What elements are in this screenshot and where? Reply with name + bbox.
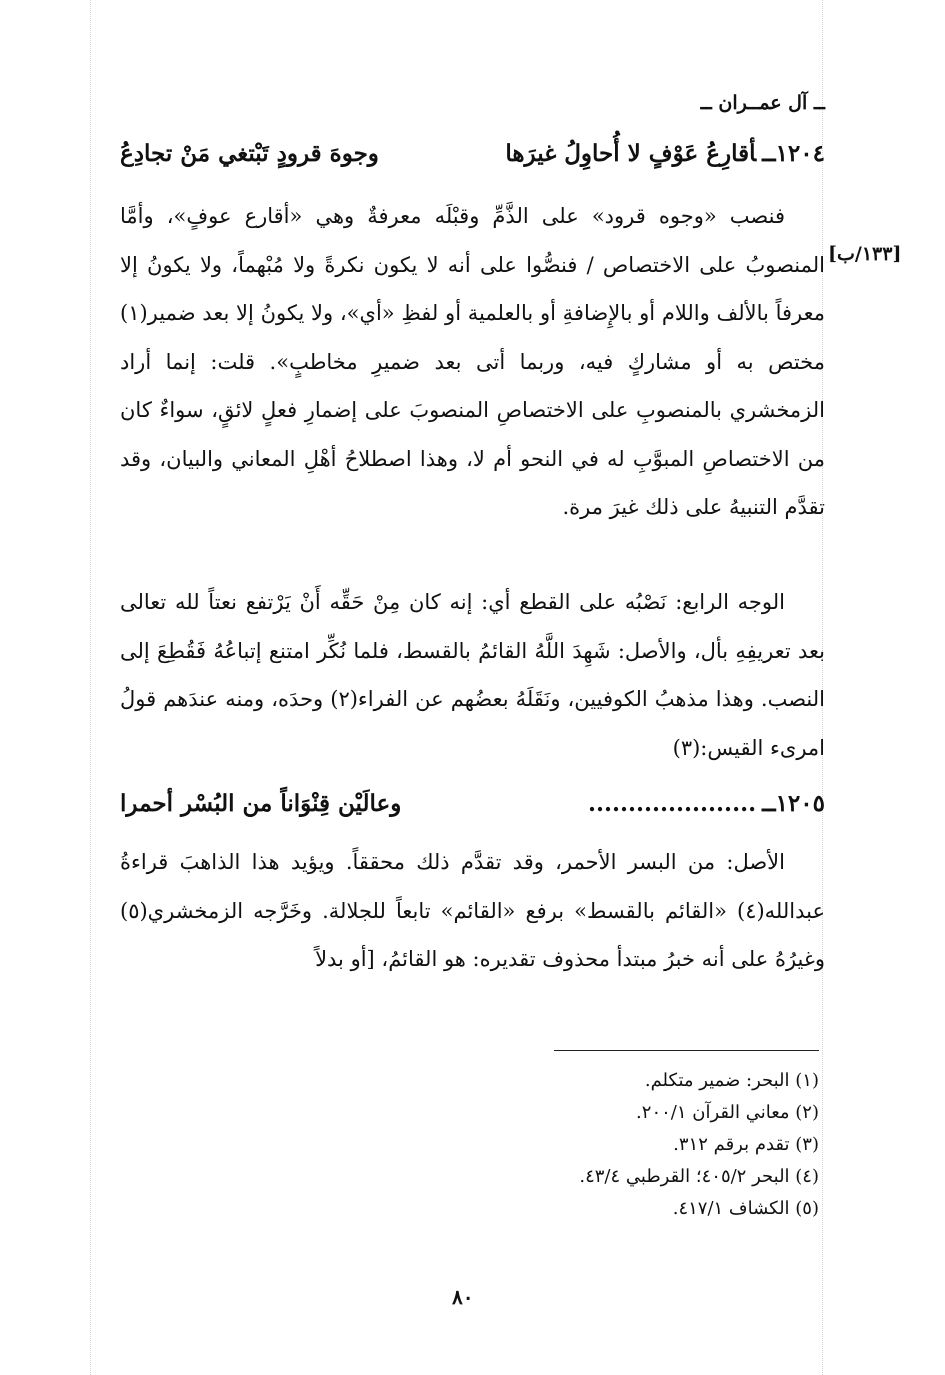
footnote-separator (554, 1050, 819, 1051)
footnote-4: (٤) البحر ٤٠٥/٢؛ القرطبي ٤٣/٤. (579, 1166, 819, 1187)
page-number: ٨٠ (452, 1285, 474, 1309)
paragraph-3-text: الأصل: من البسر الأحمر، وقد تقدَّم ذلك محققاً. ويؤيد هذا الذاهبَ قراءةُ عبدالله(٤) «القائم بالقسط» برفع «القائم» تابعاً للجلالة. وخَرَّجه الزمخشري(٥) وغيرُهُ على أنه خبرُ مبتدأ محذوف تقديره: هو القائمُ، [أو بدلاً (120, 850, 825, 971)
verse-1204-first-hemistich (505, 140, 825, 167)
verse-1204-first-hemistich-text: أقارِعُ عَوْفٍ لا أُحاوِلُ غيرَها (505, 140, 757, 167)
footnote-2: (٢) معاني القرآن ٢٠٠/١. (636, 1102, 819, 1123)
running-header: ــ آل عمــران ــ (700, 92, 825, 114)
footnote-1: (١) البحر: ضمير متكلم. (644, 1070, 819, 1091)
scan-guide-line (90, 0, 91, 1375)
paragraph-2 (120, 578, 825, 772)
paragraph-3 (120, 838, 825, 984)
manuscript-folio-reference: [١٣٣/ب] (828, 243, 902, 265)
verse-1204 (120, 140, 825, 167)
verse-1204-number: ١٢٠٤ــ (762, 140, 825, 167)
paragraph-1 (120, 192, 825, 532)
paragraph-1-text: فنصب «وجوه قرود» على الذَّمِّ وقبْلَه معرفةٌ وهي «أقارع عوفٍ»، وأمَّا المنصوبُ على الاختصاص / فنصُّوا على أنه لا يكون نكرةً ولا مُبْهماً، ولا يكونُ إلا معرفاً بالألف واللام أو بالإِضافةِ أو بالعلمية أو لفظِ «أي»، ولا يكونُ إلا بعد ضمير(١) مختص به أو مشاركٍ فيه، وربما أتى بعد ضميرِ مخاطبٍ». قلت: إنما أراد الزمخشري بالمنصوبِ على الاختصاصِ المنصوبَ على إضمارِ فعلٍ لائقٍ، سواءٌ كان من الاختصاصِ المبوَّبِ له في النحو أم لا، وهذا اصطلاحُ أهْلِ المعاني والبيان، وقد تقدَّم التنبيهُ على ذلك غيرَ مرة. (120, 204, 825, 519)
verse-1205-second-hemistich: وعالَيْن قِنْوَاناً من البُسْر أحمرا (120, 790, 402, 817)
verse-1205 (120, 790, 825, 817)
verse-1204-second-hemistich: وجوهَ قرودٍ تَبْتغي مَنْ تجادِعُ (120, 140, 379, 167)
paragraph-2-text: الوجه الرابع: نَصْبُه على القطع أي: إنه كان مِنْ حَقِّه أَنْ يَرْتفع نعتاً لله تعالى بعد تعريفِهِ بأل، والأصل: شَهِدَ اللَّهُ القائمُ بالقسط، فلما نُكِّر امتنع إتباعُهُ فَقُطِعَ إلى النصب. وهذا مذهبُ الكوفيين، ونَقَلَهُ بعضُهم عن الفراء(٢) وحدَه، ومنه عندَهم قولُ امرىء القيس:(٣) (120, 590, 825, 760)
footnote-5: (٥) الكشاف ٤١٧/١. (672, 1198, 819, 1219)
footnotes (119, 1065, 819, 1225)
verse-1205-first-hemistich (588, 790, 825, 817)
verse-1205-ellipsis: ..................... (587, 790, 757, 817)
footnote-3: (٣) تقدم برقم ٣١٢. (673, 1134, 819, 1155)
verse-1205-number: ١٢٠٥ــ (762, 790, 825, 817)
